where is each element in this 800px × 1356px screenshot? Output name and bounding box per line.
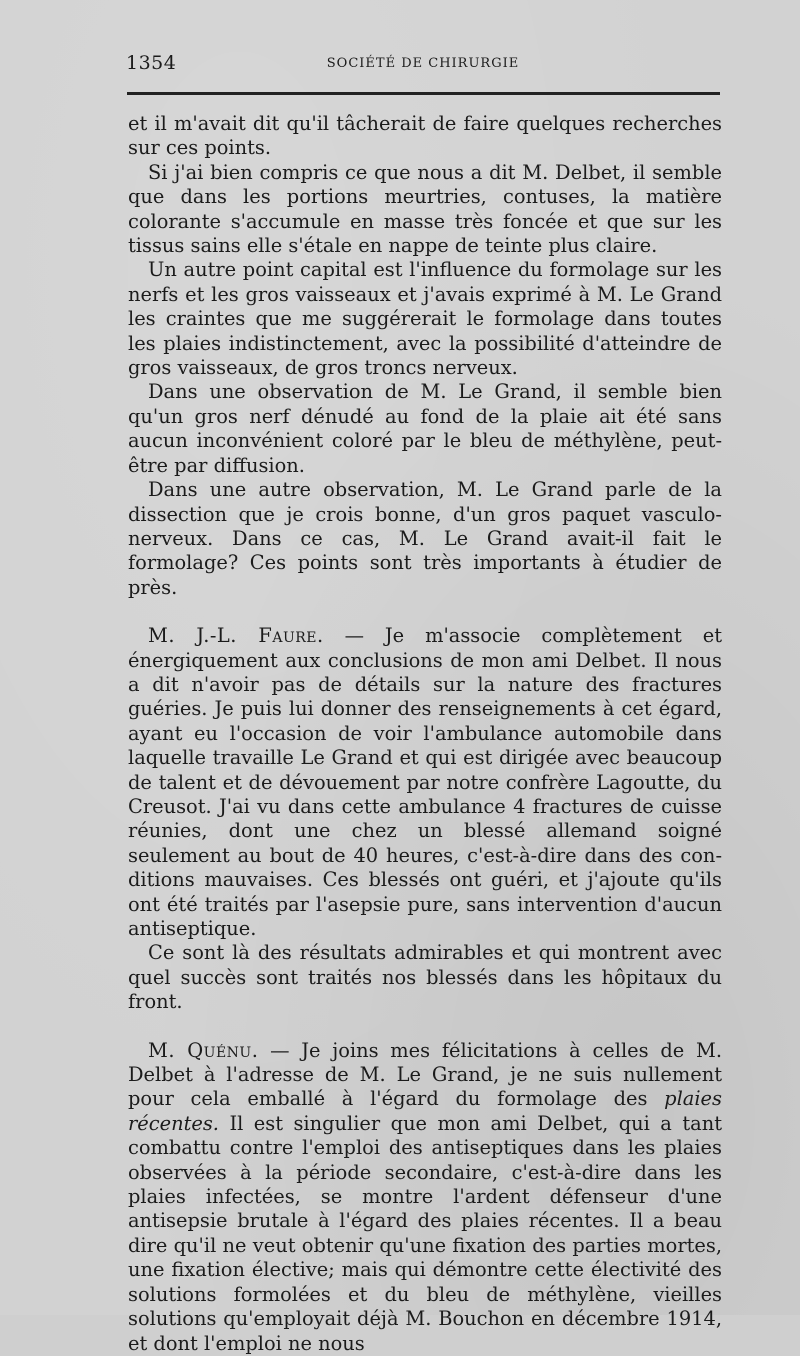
paragraph: Dans une autre observation, M. Le Grand parle de la dissection que je crois bonne, d'un gros paquet vasculo-nerveux. Dans ce cas, M. Le Grand avait-il fait le formolage? Ces points sont très importants à étudier de près. xyxy=(128,478,722,599)
page-number: 1354 xyxy=(126,52,177,74)
speaker-quenu: M. Quénu. xyxy=(148,1038,259,1062)
paragraph: Ce sont là des résultats admirables et qui montrent avec quel succès sont traités nos blessés dans les hôpitaux du front. xyxy=(128,941,722,1014)
speaker-faure: M. J.-L. Faure. xyxy=(148,624,324,648)
paragraph: Si j'ai bien compris ce que nous a dit M. Delbet, il semble que dans les portions meurtries, contuses, la matière colorante s'accumule en masse très foncée et que sur les tissus sains elle s'étale en nappe de teinte plus claire. xyxy=(128,160,722,258)
body-text xyxy=(128,112,722,1356)
paragraph: Dans une observation de M. Le Grand, il semble bien qu'un gros nerf dénudé au fond de la plaie ait été sans aucun inconvénient coloré par le bleu de méthylène, peut-être par diffusion. xyxy=(128,380,722,477)
speech-dash: — xyxy=(270,1038,290,1062)
quenu-text-b: Il est singulier que mon ami Delbet, qui a tant combattu contre l'emploi des antiseptiques dans les plaies observées à la période secondaire, c'est-à-dire dans les plaies infectées, se montre l'ardent défenseur d'une antisepsie brutale à l'égard des plaies récentes. Il a beau dire qu'il ne veut obtenir qu'une fixation des parties mortes, une fixation élective; mais qui démontre cette électivité des solutions formolées et du bleu de méthylène, vieilles solutions qu'employait déjà M. Bouchon en décembre 1914, et dont l'emploi ne nous xyxy=(128,1111,722,1355)
faure-paragraph xyxy=(128,624,722,941)
faure-text: Je m'associe complètement et énergiquement aux conclusions de mon ami Delbet. Il nous a dit n'avoir pas de détails sur la nature des fractures guéries. Je puis lui donner des renseignements à cet égard, ayant eu l'occasion de voir l'ambulance automobile dans laquelle travaille Le Grand et qui est dirigée avec beaucoup de talent et de dévouement par notre confrère Lagoutte, du Creusot. J'ai vu dans cette ambulance 4 fractures de cuisse réunies, dont une chez un blessé allemand soigné seulement au bout de 40 heures, c'est-à-dire dans des conditions mauvaises. Ces blessés ont guéri, et j'ajoute qu'ils ont été traités par l'asepsie pure, sans intervention d'aucun antiseptique. xyxy=(128,624,722,940)
paragraph: Un autre point capital est l'influence du formolage sur les nerfs et les gros vaisseaux et j'avais exprimé à M. Le Grand les craintes que me suggérerait le formolage dans toutes les plaies indistinctement, avec la possibilité d'atteindre de gros vaisseaux, de gros troncs nerveux. xyxy=(128,258,722,380)
quenu-text-a: Je joins mes félicitations à celles de M. Delbet à l'adresse de M. Le Grand, je ne suis nullement pour cela emballé à l'égard du formolage des xyxy=(128,1038,722,1111)
page-header xyxy=(126,52,720,76)
header-rule xyxy=(127,92,720,95)
paragraph: et il m'avait dit qu'il tâcherait de faire quelques recherches sur ces points. xyxy=(128,112,722,160)
running-head: SOCIÉTÉ DE CHIRURGIE xyxy=(326,56,520,71)
quenu-paragraph xyxy=(128,1039,722,1356)
speech-dash: — xyxy=(344,624,364,648)
quenu-italic: plaies récentes. xyxy=(128,1087,722,1135)
